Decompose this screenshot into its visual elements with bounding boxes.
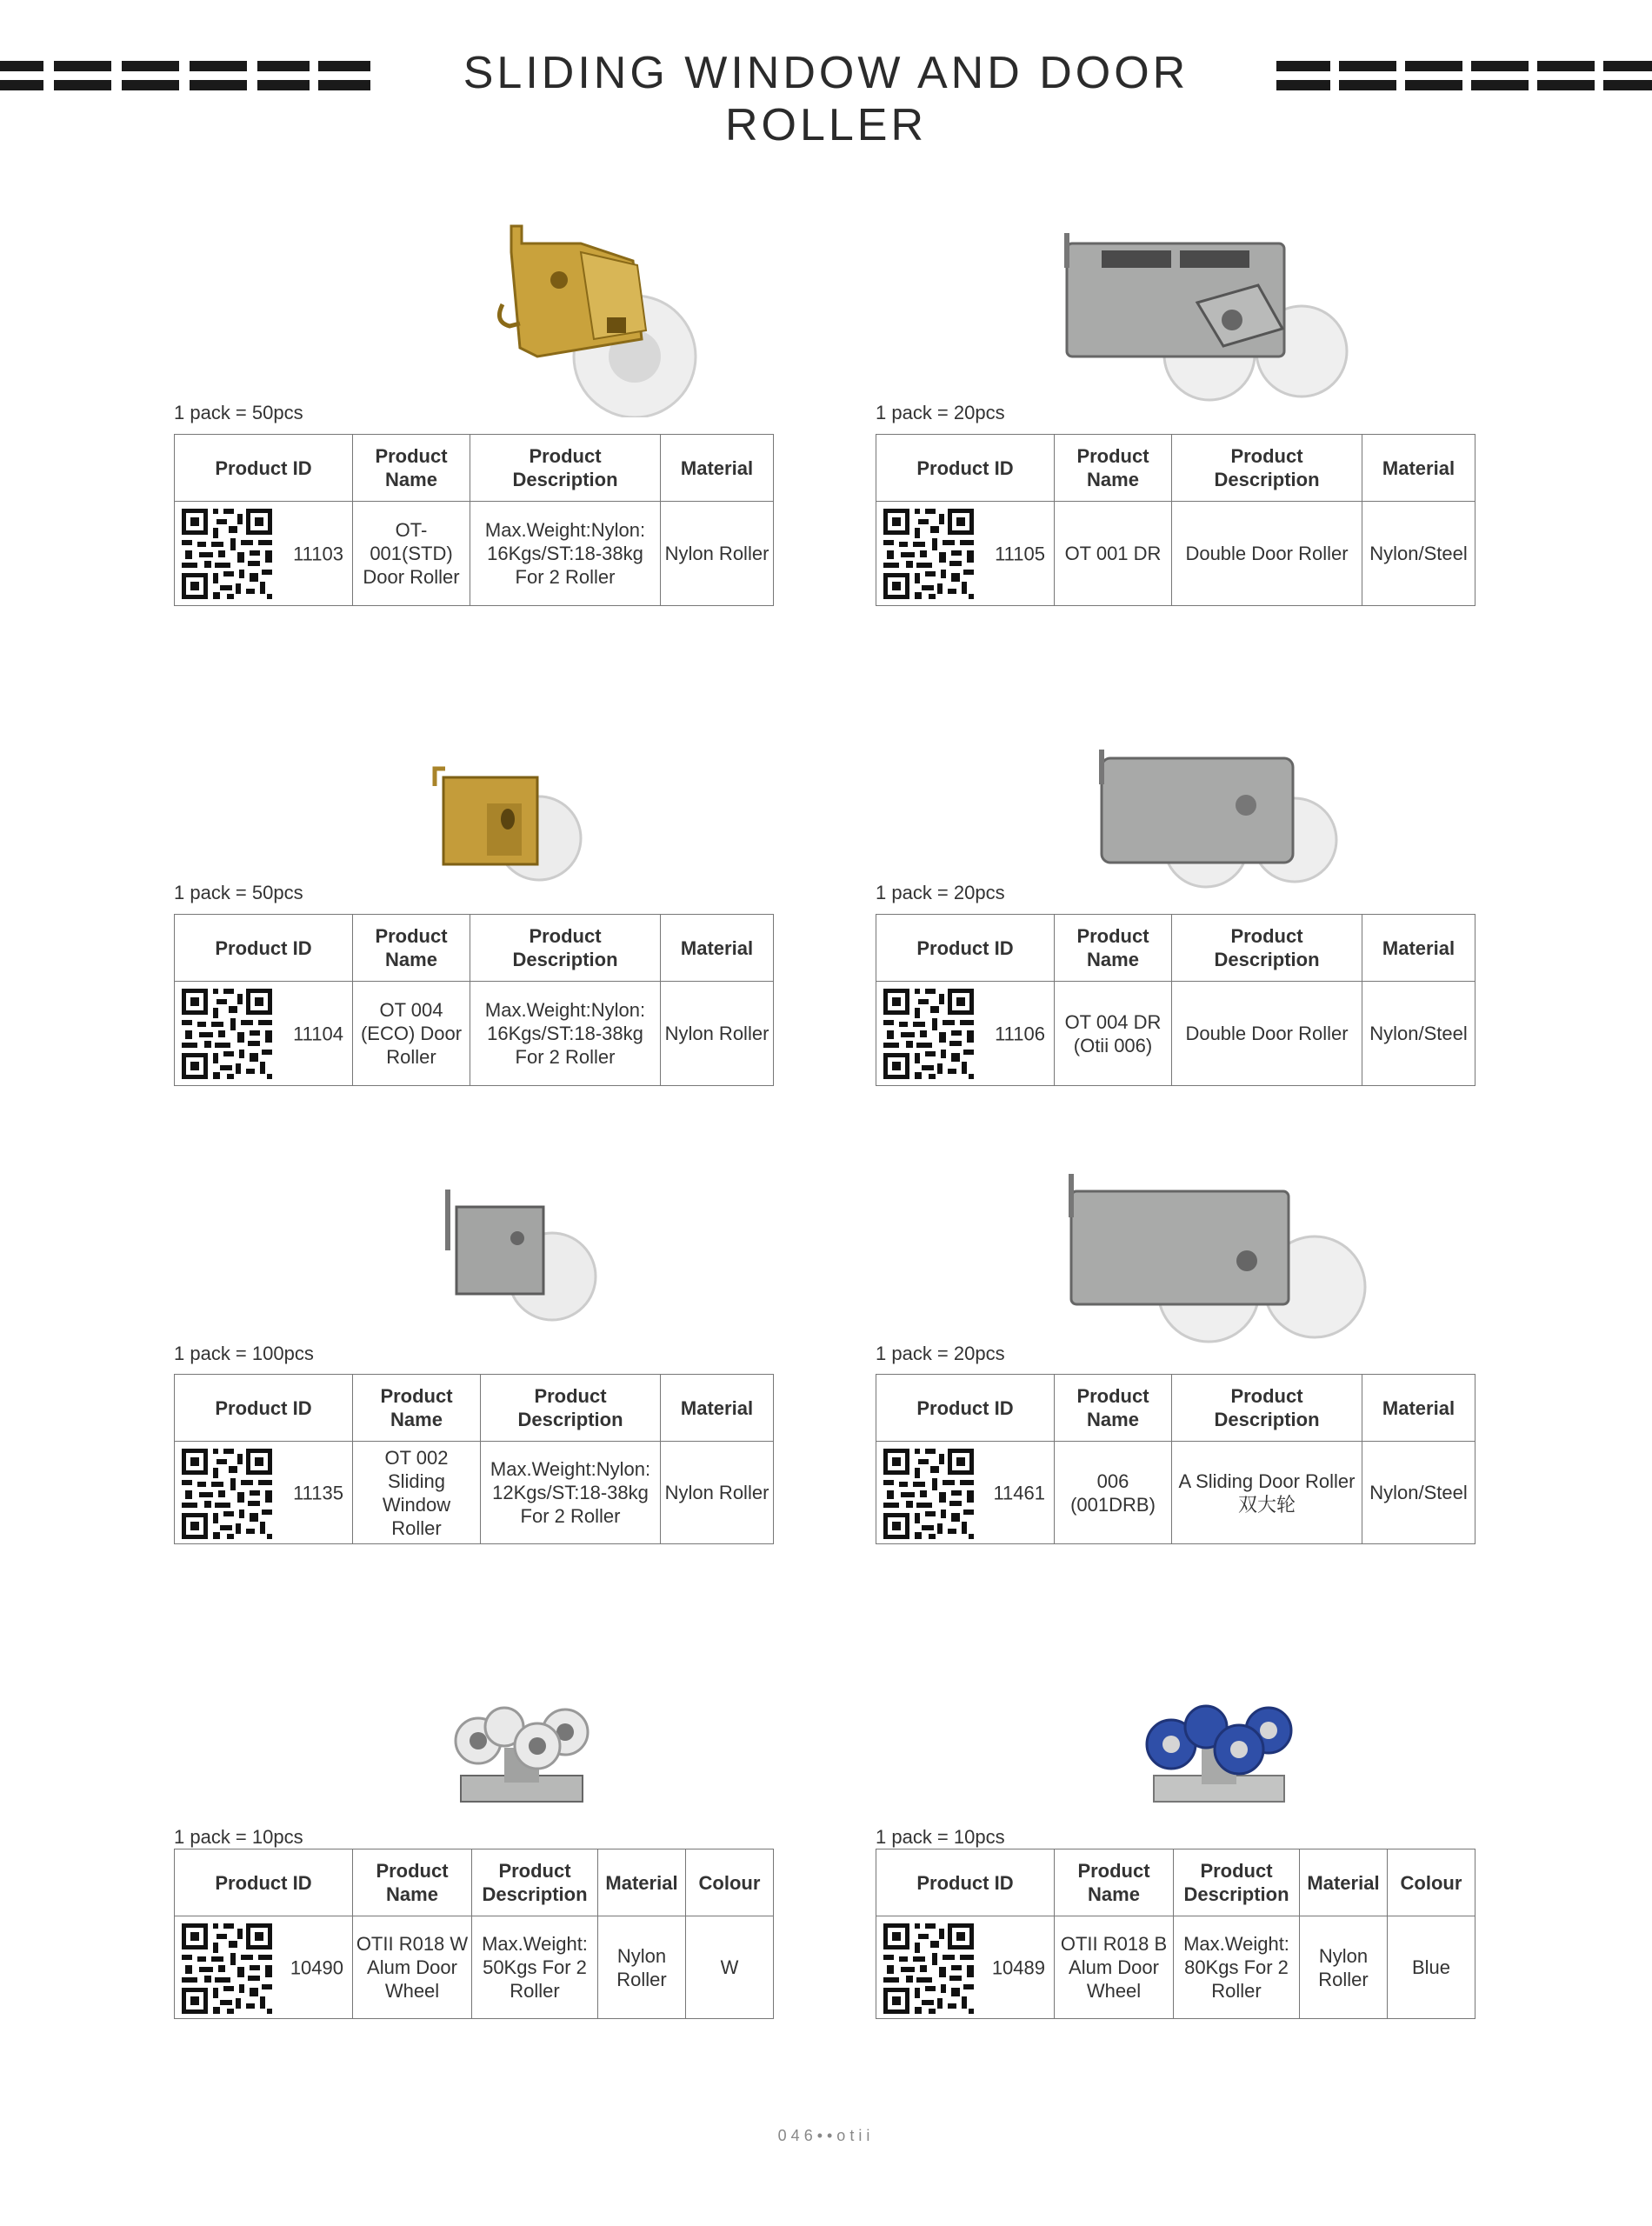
product-id-cell: [876, 502, 1055, 606]
product-name: OT 004 (ECO) Door Roller: [353, 982, 470, 1086]
spec-table: [174, 434, 774, 606]
page-title: SLIDING WINDOW AND DOOR ROLLER: [463, 48, 1189, 150]
header-product-name: Product Name: [1055, 1375, 1172, 1442]
header-product-name: Product Name: [1055, 435, 1172, 502]
product-material: Nylon Roller: [1300, 1916, 1388, 2019]
spec-table: [174, 914, 774, 1086]
qr-code-icon[interactable]: [883, 1923, 974, 2014]
product-name: OTII R018 W Alum Door Wheel: [353, 1916, 472, 2019]
header-product-description: Product Description: [1172, 915, 1362, 982]
product-block: [876, 209, 1484, 609]
product-id-cell: [175, 502, 353, 606]
product-id-cell: [876, 1442, 1055, 1544]
product-material: Nylon/Steel: [1362, 502, 1475, 606]
header-stripes-left: [0, 56, 374, 96]
header-colour: Colour: [1388, 1849, 1475, 1916]
header-product-id: Product ID: [876, 1375, 1055, 1442]
product-description: Max.Weight:Nylon: 12Kgs/ST:18-38kg For 2 Roller: [481, 1442, 661, 1544]
product-id: 10490: [290, 1956, 343, 1978]
pack-size: 1 pack = 20pcs: [876, 1343, 1005, 1364]
product-block: [876, 689, 1484, 1089]
product-description: Max.Weight:Nylon: 16Kgs/ST:18-38kg For 2 Roller: [470, 502, 661, 606]
qr-code-icon[interactable]: [883, 509, 974, 599]
product-name: 006 (001DRB): [1055, 1442, 1172, 1544]
qr-code-icon[interactable]: [883, 989, 974, 1079]
header-product-id: Product ID: [876, 435, 1055, 502]
qr-code-icon[interactable]: [883, 1449, 974, 1539]
product-material: Nylon/Steel: [1362, 982, 1475, 1086]
product-id: 11105: [995, 543, 1045, 564]
header-product-description: Product Description: [1172, 435, 1362, 502]
white-hanging-wheel-image: [443, 1696, 600, 1817]
gold-door-roller-image: [407, 217, 824, 417]
pack-size: 1 pack = 10pcs: [174, 1826, 303, 1848]
qr-code-icon[interactable]: [182, 1449, 272, 1539]
product-colour: W: [686, 1916, 774, 2019]
product-id-cell: [876, 982, 1055, 1086]
product-block: [876, 1687, 1484, 2035]
header-product-id: Product ID: [175, 435, 353, 502]
pack-size: 1 pack = 10pcs: [876, 1826, 1005, 1848]
spec-table: [174, 1849, 774, 2019]
header-material: Material: [661, 915, 774, 982]
header-product-name: Product Name: [1055, 1849, 1174, 1916]
header-material: Material: [1362, 435, 1475, 502]
header-product-name: Product Name: [353, 1849, 472, 1916]
header-product-description: Product Description: [472, 1849, 598, 1916]
product-id-cell: [876, 1916, 1055, 2019]
product-colour: Blue: [1388, 1916, 1475, 2019]
product-id-cell: [175, 982, 353, 1086]
header-product-id: Product ID: [876, 1849, 1055, 1916]
product-material: Nylon Roller: [661, 1442, 774, 1544]
product-material: Nylon Roller: [661, 502, 774, 606]
spec-table: [174, 1374, 774, 1544]
product-name: OT 002 Sliding Window Roller: [353, 1442, 481, 1544]
product-description: Max.Weight:Nylon: 16Kgs/ST:18-38kg For 2 Roller: [470, 982, 661, 1086]
steel-double-roller-image: [1049, 233, 1397, 407]
product-block: [174, 1146, 783, 1546]
product-id: 11461: [993, 1482, 1045, 1503]
product-name: OT 001 DR: [1055, 502, 1172, 606]
header-product-description: Product Description: [470, 435, 661, 502]
product-id: 11135: [293, 1482, 343, 1503]
header-product-description: Product Description: [1174, 1849, 1300, 1916]
spec-table: [876, 1849, 1475, 2019]
blue-hanging-wheel-image: [1136, 1696, 1310, 1817]
product-description: Max.Weight: 80Kgs For 2 Roller: [1174, 1916, 1300, 2019]
product-name: OT 004 DR (Otii 006): [1055, 982, 1172, 1086]
gold-eco-roller-image: [426, 751, 600, 882]
header-colour: Colour: [686, 1849, 774, 1916]
header-product-description: Product Description: [470, 915, 661, 982]
product-block: [174, 1687, 783, 2035]
product-id: 11103: [293, 543, 343, 564]
steel-double-big-roller-image: [1054, 1174, 1402, 1348]
header-product-id: Product ID: [175, 1849, 353, 1916]
pack-size: 1 pack = 50pcs: [174, 402, 303, 423]
product-material: Nylon Roller: [598, 1916, 686, 2019]
product-description: Max.Weight: 50Kgs For 2 Roller: [472, 1916, 598, 2019]
qr-code-icon[interactable]: [182, 1923, 272, 2014]
product-name: OT-001(STD) Door Roller: [353, 502, 470, 606]
product-id-cell: [175, 1916, 353, 2019]
pack-size: 1 pack = 20pcs: [876, 402, 1005, 423]
header-product-id: Product ID: [876, 915, 1055, 982]
product-block: [876, 1146, 1484, 1546]
header-material: Material: [1362, 915, 1475, 982]
pack-size: 1 pack = 20pcs: [876, 882, 1005, 903]
page-header: [0, 45, 1652, 150]
header-product-id: Product ID: [175, 1375, 353, 1442]
steel-window-roller-image: [430, 1181, 604, 1337]
page-number: 046••otii: [777, 2127, 875, 2144]
product-description: A Sliding Door Roller 双大轮: [1172, 1442, 1362, 1544]
product-id: 11106: [995, 1023, 1045, 1044]
spec-table: [876, 914, 1475, 1086]
steel-double-roller-2-image: [1076, 750, 1371, 897]
header-product-name: Product Name: [353, 1375, 481, 1442]
header-product-name: Product Name: [353, 915, 470, 982]
product-description: Double Door Roller: [1172, 982, 1362, 1086]
product-id: 10489: [991, 1956, 1045, 1978]
header-stripes-right: [1276, 56, 1652, 96]
qr-code-icon[interactable]: [182, 509, 272, 599]
spec-table: [876, 434, 1475, 606]
spec-table: [876, 1374, 1475, 1544]
header-material: Material: [1300, 1849, 1388, 1916]
header-material: Material: [598, 1849, 686, 1916]
pack-size: 1 pack = 100pcs: [174, 1343, 314, 1364]
product-name: OTII R018 B Alum Door Wheel: [1055, 1916, 1174, 2019]
product-id: 11104: [293, 1023, 343, 1044]
product-description: Double Door Roller: [1172, 502, 1362, 606]
header-product-description: Product Description: [481, 1375, 661, 1442]
header-material: Material: [661, 1375, 774, 1442]
product-block: [174, 689, 783, 1089]
product-block: [174, 209, 783, 609]
qr-code-icon[interactable]: [182, 989, 272, 1079]
header-material: Material: [1362, 1375, 1475, 1442]
pack-size: 1 pack = 50pcs: [174, 882, 303, 903]
header-product-id: Product ID: [175, 915, 353, 982]
header-product-description: Product Description: [1172, 1375, 1362, 1442]
product-id-cell: [175, 1442, 353, 1544]
header-product-name: Product Name: [353, 435, 470, 502]
product-material: Nylon Roller: [661, 982, 774, 1086]
product-material: Nylon/Steel: [1362, 1442, 1475, 1544]
header-product-name: Product Name: [1055, 915, 1172, 982]
header-material: Material: [661, 435, 774, 502]
